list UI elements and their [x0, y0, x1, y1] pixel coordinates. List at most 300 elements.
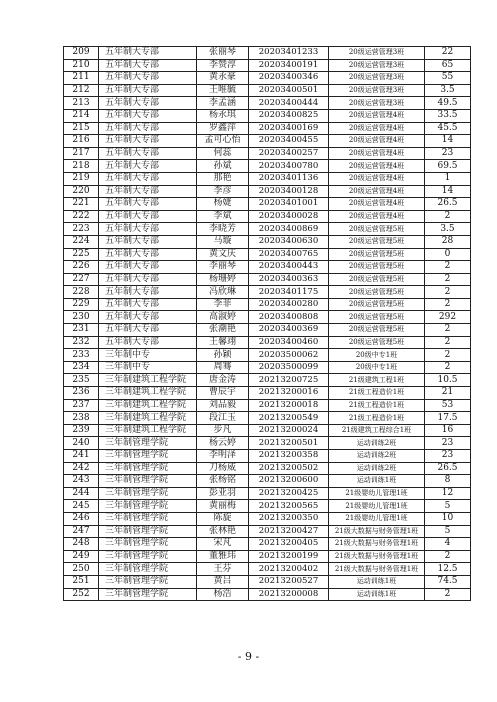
class-cell: 20级运营管理4班 [329, 185, 425, 198]
table-row [64, 286, 471, 299]
class-cell: 运动训练2班 [329, 462, 425, 475]
department-cell: 五年制大专部 [99, 59, 197, 72]
amount-cell: 12 [425, 487, 471, 500]
table-row [64, 349, 471, 362]
class-cell: 21级婴幼儿管理1班 [329, 487, 425, 500]
row-number-cell: 251 [64, 575, 99, 588]
class-cell: 20级运营管理4班 [329, 147, 425, 160]
amount-cell: 55 [425, 72, 471, 85]
table-row [64, 324, 471, 337]
name-cell: 王芬 [197, 563, 249, 576]
table-row [64, 538, 471, 551]
name-cell: 张丽琴 [197, 47, 249, 60]
table-row [64, 261, 471, 274]
amount-cell: 69.5 [425, 160, 471, 173]
table-row [64, 374, 471, 387]
name-cell: 张杨铭 [197, 475, 249, 488]
row-number-cell: 215 [64, 122, 99, 135]
amount-cell: 10.5 [425, 374, 471, 387]
name-cell: 曹辰宇 [197, 387, 249, 400]
student-id-cell: 20203401175 [249, 286, 329, 299]
amount-cell: 26.5 [425, 462, 471, 475]
amount-cell: 2 [425, 273, 471, 286]
row-number-cell: 227 [64, 273, 99, 286]
name-cell: 张林艳 [197, 525, 249, 538]
department-cell: 三年制管理学院 [99, 588, 197, 601]
table-row [64, 475, 471, 488]
class-cell: 20级运营管理5班 [329, 223, 425, 236]
name-cell: 那艳 [197, 172, 249, 185]
row-number-cell: 242 [64, 462, 99, 475]
name-cell: 王唯毓 [197, 84, 249, 97]
department-cell: 五年制大专部 [99, 235, 197, 248]
name-cell: 段江玉 [197, 412, 249, 425]
amount-cell: 2 [425, 336, 471, 349]
table-row [64, 223, 471, 236]
row-number-cell: 250 [64, 563, 99, 576]
name-cell: 步凡 [197, 424, 249, 437]
class-cell: 运动训练1班 [329, 588, 425, 601]
table-row [64, 412, 471, 425]
name-cell: 董雅玮 [197, 550, 249, 563]
department-cell: 五年制大专部 [99, 160, 197, 173]
row-number-cell: 236 [64, 387, 99, 400]
row-number-cell: 243 [64, 475, 99, 488]
student-id-cell: 20203400346 [249, 72, 329, 85]
row-number-cell: 210 [64, 59, 99, 72]
name-cell: 杨云婷 [197, 437, 249, 450]
amount-cell: 23 [425, 450, 471, 463]
department-cell: 五年制大专部 [99, 172, 197, 185]
amount-cell: 22 [425, 47, 471, 60]
department-cell: 五年制大专部 [99, 273, 197, 286]
student-id-cell: 20203500099 [249, 361, 329, 374]
class-cell: 运动训练2班 [329, 450, 425, 463]
class-cell: 20级运营管理5班 [329, 311, 425, 324]
row-number-cell: 231 [64, 324, 99, 337]
class-cell: 运动训练2班 [329, 437, 425, 450]
class-cell: 运动训练1班 [329, 575, 425, 588]
student-id-cell: 20213200350 [249, 512, 329, 525]
amount-cell: 14 [425, 135, 471, 148]
table-row [64, 575, 471, 588]
class-cell: 21级婴幼儿管理1班 [329, 500, 425, 513]
table-row [64, 59, 471, 72]
table-row [64, 84, 471, 97]
row-number-cell: 225 [64, 248, 99, 261]
row-number-cell: 217 [64, 147, 99, 160]
department-cell: 五年制大专部 [99, 336, 197, 349]
row-number-cell: 233 [64, 349, 99, 362]
class-cell: 20级运营管理4班 [329, 122, 425, 135]
row-number-cell: 249 [64, 550, 99, 563]
amount-cell: 10 [425, 512, 471, 525]
student-id-cell: 20203400630 [249, 235, 329, 248]
class-cell: 运动训练1班 [329, 475, 425, 488]
department-cell: 三年制建筑工程学院 [99, 387, 197, 400]
row-number-cell: 239 [64, 424, 99, 437]
department-cell: 三年制管理学院 [99, 500, 197, 513]
name-cell: 李孟涵 [197, 97, 249, 110]
department-cell: 三年制建筑工程学院 [99, 424, 197, 437]
name-cell: 杨永琪 [197, 109, 249, 122]
table-row [64, 235, 471, 248]
student-id-cell: 20203401136 [249, 172, 329, 185]
table-row [64, 563, 471, 576]
student-id-cell: 20213200565 [249, 500, 329, 513]
table-row [64, 160, 471, 173]
name-cell: 刀杨威 [197, 462, 249, 475]
amount-cell: 2 [425, 324, 471, 337]
class-cell: 21级工程造价1班 [329, 412, 425, 425]
name-cell: 孟可心怡 [197, 135, 249, 148]
name-cell: 李彦 [197, 185, 249, 198]
row-number-cell: 212 [64, 84, 99, 97]
class-cell: 21级大数据与财务管理1班 [329, 538, 425, 551]
row-number-cell: 252 [64, 588, 99, 601]
class-cell: 21级大数据与财务管理1班 [329, 563, 425, 576]
student-id-cell: 20213200018 [249, 399, 329, 412]
class-cell: 21级建筑工程1班 [329, 374, 425, 387]
student-id-cell: 20213200600 [249, 475, 329, 488]
table-row [64, 462, 471, 475]
department-cell: 三年制管理学院 [99, 575, 197, 588]
row-number-cell: 226 [64, 261, 99, 274]
student-id-cell: 20213200725 [249, 374, 329, 387]
name-cell: 孙颖 [197, 349, 249, 362]
table-row [64, 500, 471, 513]
department-cell: 三年制管理学院 [99, 462, 197, 475]
amount-cell: 2 [425, 550, 471, 563]
name-cell: 黄丽梅 [197, 500, 249, 513]
row-number-cell: 241 [64, 450, 99, 463]
class-cell: 20级运营管理5班 [329, 336, 425, 349]
table-row [64, 399, 471, 412]
table-row [64, 135, 471, 148]
name-cell: 孙斌 [197, 160, 249, 173]
amount-cell: 17.5 [425, 412, 471, 425]
department-cell: 五年制大专部 [99, 261, 197, 274]
class-cell: 20级运营管理4班 [329, 109, 425, 122]
amount-cell: 5 [425, 500, 471, 513]
class-cell: 20级中专1班 [329, 349, 425, 362]
student-id-cell: 20203400257 [249, 147, 329, 160]
department-cell: 三年制建筑工程学院 [99, 374, 197, 387]
row-number-cell: 223 [64, 223, 99, 236]
name-cell: 李丽琴 [197, 261, 249, 274]
table-row [64, 147, 471, 160]
class-cell: 20级运营管理4班 [329, 135, 425, 148]
amount-cell: 4 [425, 538, 471, 551]
row-number-cell: 234 [64, 361, 99, 374]
department-cell: 三年制中专 [99, 349, 197, 362]
amount-cell: 49.5 [425, 97, 471, 110]
table-row [64, 97, 471, 110]
row-number-cell: 211 [64, 72, 99, 85]
amount-cell: 74.5 [425, 575, 471, 588]
department-cell: 五年制大专部 [99, 109, 197, 122]
student-id-cell: 20203400444 [249, 97, 329, 110]
name-cell: 何蕊 [197, 147, 249, 160]
name-cell: 黄永豪 [197, 72, 249, 85]
name-cell: 李晓芳 [197, 223, 249, 236]
amount-cell: 3.5 [425, 223, 471, 236]
table-row [64, 361, 471, 374]
name-cell: 李赞淳 [197, 59, 249, 72]
class-cell: 21级工程造价1班 [329, 399, 425, 412]
table-row [64, 450, 471, 463]
name-cell: 王馨翊 [197, 336, 249, 349]
amount-cell: 8 [425, 475, 471, 488]
student-id-cell: 20203400191 [249, 59, 329, 72]
row-number-cell: 244 [64, 487, 99, 500]
class-cell: 21级大数据与财务管理1班 [329, 550, 425, 563]
department-cell: 五年制大专部 [99, 97, 197, 110]
table-row [64, 210, 471, 223]
student-id-cell: 20213200024 [249, 424, 329, 437]
amount-cell: 0 [425, 248, 471, 261]
amount-cell: 45.5 [425, 122, 471, 135]
student-id-cell: 20213200549 [249, 412, 329, 425]
amount-cell: 53 [425, 399, 471, 412]
table-row [64, 122, 471, 135]
class-cell: 20级运营管理5班 [329, 273, 425, 286]
name-cell: 彭亚羽 [197, 487, 249, 500]
class-cell: 20级运营管理3班 [329, 97, 425, 110]
amount-cell: 14 [425, 185, 471, 198]
department-cell: 五年制大专部 [99, 185, 197, 198]
student-id-cell: 20213200016 [249, 387, 329, 400]
row-number-cell: 213 [64, 97, 99, 110]
class-cell: 20级运营管理5班 [329, 286, 425, 299]
row-number-cell: 240 [64, 437, 99, 450]
student-id-cell: 20203500062 [249, 349, 329, 362]
amount-cell: 65 [425, 59, 471, 72]
name-cell: 陈旋 [197, 512, 249, 525]
table-row [64, 172, 471, 185]
amount-cell: 2 [425, 349, 471, 362]
row-number-cell: 245 [64, 500, 99, 513]
table-row [64, 550, 471, 563]
row-number-cell: 219 [64, 172, 99, 185]
name-cell: 周骞 [197, 361, 249, 374]
student-id-cell: 20213200402 [249, 563, 329, 576]
name-cell: 李斌 [197, 210, 249, 223]
department-cell: 五年制大专部 [99, 47, 197, 60]
row-number-cell: 230 [64, 311, 99, 324]
row-number-cell: 218 [64, 160, 99, 173]
class-cell: 20级运营管理5班 [329, 324, 425, 337]
name-cell: 李菲 [197, 298, 249, 311]
student-id-cell: 20203400460 [249, 336, 329, 349]
name-cell: 张潮艳 [197, 324, 249, 337]
row-number-cell: 237 [64, 399, 99, 412]
row-number-cell: 216 [64, 135, 99, 148]
page-number: - 9 - [237, 650, 260, 663]
amount-cell: 5 [425, 525, 471, 538]
table-row [64, 336, 471, 349]
table-row [64, 437, 471, 450]
amount-cell: 2 [425, 286, 471, 299]
amount-cell: 292 [425, 311, 471, 324]
department-cell: 三年制管理学院 [99, 550, 197, 563]
student-id-cell: 20213200358 [249, 450, 329, 463]
class-cell: 20级运营管理5班 [329, 261, 425, 274]
class-cell: 20级运营管理3班 [329, 59, 425, 72]
student-id-cell: 20203400501 [249, 84, 329, 97]
student-id-cell: 20213200527 [249, 575, 329, 588]
name-cell: 冯欣琳 [197, 286, 249, 299]
class-cell: 20级运营管理5班 [329, 235, 425, 248]
name-cell: 黄文庆 [197, 248, 249, 261]
name-cell: 高淑婷 [197, 311, 249, 324]
name-cell: 刘品毅 [197, 399, 249, 412]
table-row [64, 525, 471, 538]
student-id-cell: 20203400780 [249, 160, 329, 173]
student-id-cell: 20203400028 [249, 210, 329, 223]
department-cell: 五年制大专部 [99, 298, 197, 311]
row-number-cell: 222 [64, 210, 99, 223]
department-cell: 五年制大专部 [99, 286, 197, 299]
class-cell: 20级运营管理4班 [329, 210, 425, 223]
name-cell: 宋芃 [197, 538, 249, 551]
table-row [64, 185, 471, 198]
data-table-container [63, 46, 470, 601]
table-row [64, 424, 471, 437]
class-cell: 20级运营管理5班 [329, 298, 425, 311]
name-cell: 马璇 [197, 235, 249, 248]
class-cell: 20级运营管理4班 [329, 172, 425, 185]
amount-cell: 2 [425, 261, 471, 274]
department-cell: 三年制管理学院 [99, 512, 197, 525]
row-number-cell: 232 [64, 336, 99, 349]
department-cell: 五年制大专部 [99, 248, 197, 261]
amount-cell: 33.5 [425, 109, 471, 122]
row-number-cell: 246 [64, 512, 99, 525]
name-cell: 李明泽 [197, 450, 249, 463]
class-cell: 21级大数据与财务管理1班 [329, 525, 425, 538]
department-cell: 五年制大专部 [99, 84, 197, 97]
table-row [64, 47, 471, 60]
amount-cell: 23 [425, 147, 471, 160]
row-number-cell: 248 [64, 538, 99, 551]
department-cell: 五年制大专部 [99, 324, 197, 337]
amount-cell: 12.5 [425, 563, 471, 576]
row-number-cell: 220 [64, 185, 99, 198]
name-cell: 黄吕 [197, 575, 249, 588]
department-cell: 三年制管理学院 [99, 525, 197, 538]
amount-cell: 3.5 [425, 84, 471, 97]
table-row [64, 298, 471, 311]
table-body [64, 47, 471, 601]
amount-cell: 1 [425, 172, 471, 185]
student-id-cell: 20213200405 [249, 538, 329, 551]
amount-cell: 16 [425, 424, 471, 437]
student-id-cell: 20213200425 [249, 487, 329, 500]
department-cell: 五年制大专部 [99, 147, 197, 160]
row-number-cell: 228 [64, 286, 99, 299]
student-id-cell: 20203400825 [249, 109, 329, 122]
department-cell: 三年制管理学院 [99, 538, 197, 551]
department-cell: 三年制管理学院 [99, 475, 197, 488]
row-number-cell: 238 [64, 412, 99, 425]
table-row [64, 248, 471, 261]
table-row [64, 512, 471, 525]
class-cell: 21级建筑工程综合1班 [329, 424, 425, 437]
table-row [64, 487, 471, 500]
class-cell: 21级工程造价1班 [329, 387, 425, 400]
department-cell: 三年制管理学院 [99, 563, 197, 576]
name-cell: 杨珊婷 [197, 273, 249, 286]
student-id-cell: 20203400808 [249, 311, 329, 324]
amount-cell: 28 [425, 235, 471, 248]
student-id-cell: 20203400443 [249, 261, 329, 274]
amount-cell: 26.5 [425, 198, 471, 211]
department-cell: 五年制大专部 [99, 311, 197, 324]
student-id-cell: 20203400455 [249, 135, 329, 148]
class-cell: 20级运营管理4班 [329, 160, 425, 173]
row-number-cell: 209 [64, 47, 99, 60]
department-cell: 五年制大专部 [99, 135, 197, 148]
student-id-cell: 20203401233 [249, 47, 329, 60]
department-cell: 五年制大专部 [99, 223, 197, 236]
name-cell: 唐金涛 [197, 374, 249, 387]
student-id-cell: 20213200427 [249, 525, 329, 538]
amount-cell: 2 [425, 361, 471, 374]
student-id-cell: 20203400765 [249, 248, 329, 261]
student-id-cell: 20203400128 [249, 185, 329, 198]
name-cell: 杨浩 [197, 588, 249, 601]
amount-cell: 2 [425, 588, 471, 601]
table-row [64, 109, 471, 122]
department-cell: 三年制建筑工程学院 [99, 399, 197, 412]
row-number-cell: 221 [64, 198, 99, 211]
class-cell: 20级运营管理3班 [329, 72, 425, 85]
department-cell: 三年制管理学院 [99, 437, 197, 450]
student-id-cell: 20203400280 [249, 298, 329, 311]
row-number-cell: 229 [64, 298, 99, 311]
department-cell: 三年制中专 [99, 361, 197, 374]
student-id-cell: 20213200502 [249, 462, 329, 475]
department-cell: 五年制大专部 [99, 72, 197, 85]
department-cell: 五年制大专部 [99, 122, 197, 135]
class-cell: 20级中专1班 [329, 361, 425, 374]
row-number-cell: 224 [64, 235, 99, 248]
name-cell: 罗鑫萍 [197, 122, 249, 135]
table-row [64, 72, 471, 85]
student-id-cell: 20203400869 [249, 223, 329, 236]
table-row [64, 387, 471, 400]
student-id-cell: 20203400169 [249, 122, 329, 135]
student-table [63, 46, 471, 601]
department-cell: 三年制管理学院 [99, 487, 197, 500]
amount-cell: 2 [425, 210, 471, 223]
table-row [64, 588, 471, 601]
student-id-cell: 20213200008 [249, 588, 329, 601]
department-cell: 五年制大专部 [99, 198, 197, 211]
student-id-cell: 20203401001 [249, 198, 329, 211]
amount-cell: 2 [425, 298, 471, 311]
table-row [64, 273, 471, 286]
row-number-cell: 214 [64, 109, 99, 122]
department-cell: 三年制管理学院 [99, 450, 197, 463]
table-row [64, 198, 471, 211]
class-cell: 20级运营管理5班 [329, 248, 425, 261]
amount-cell: 23 [425, 437, 471, 450]
student-id-cell: 20203400363 [249, 273, 329, 286]
row-number-cell: 235 [64, 374, 99, 387]
class-cell: 20级运营管理4班 [329, 198, 425, 211]
